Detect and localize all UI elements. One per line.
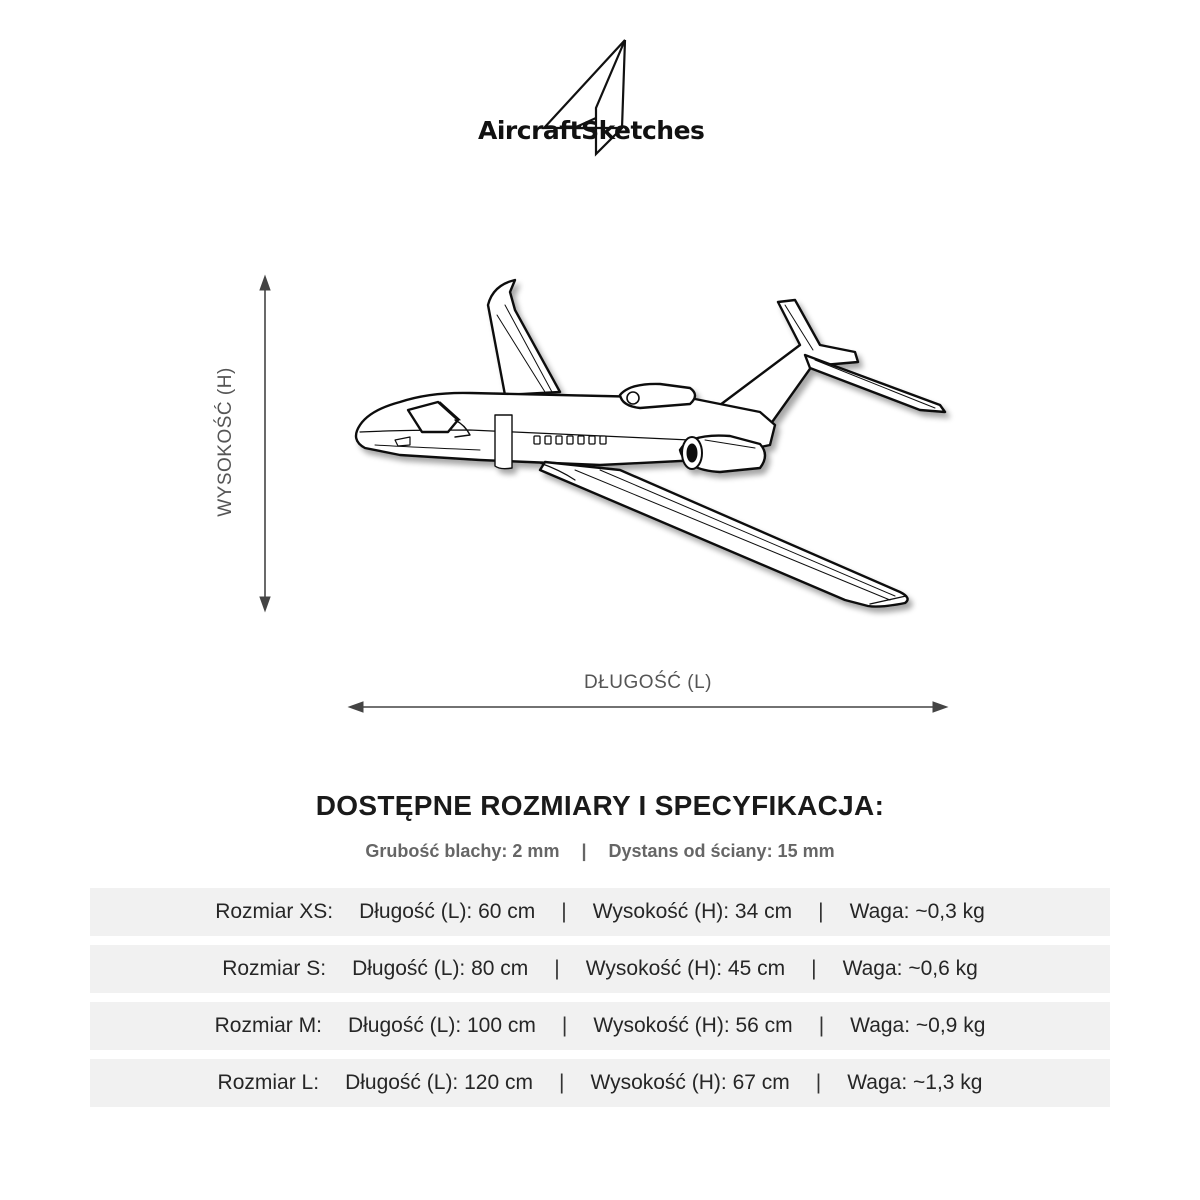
- size-name: Rozmiar L:: [217, 1071, 320, 1094]
- separator: |: [561, 1014, 568, 1037]
- size-table: [90, 888, 1110, 1116]
- separator: |: [811, 957, 817, 980]
- size-row-s: [90, 945, 1110, 993]
- size-height: Wysokość (H): 34 cm: [592, 900, 793, 923]
- size-name: Rozmiar XS:: [215, 900, 334, 923]
- separator: |: [581, 841, 587, 861]
- height-label: WYSOKOŚĆ (H): [215, 367, 236, 517]
- length-dimension-arrow: [349, 702, 947, 712]
- size-name: Rozmiar S:: [222, 957, 327, 980]
- brand-name: AircraftSketches: [478, 116, 705, 145]
- size-length: Długość (L): 120 cm: [345, 1071, 533, 1094]
- separator: |: [815, 1071, 822, 1094]
- size-weight: Waga: ~1,3 kg: [847, 1071, 983, 1094]
- size-height: Wysokość (H): 56 cm: [593, 1014, 793, 1037]
- wall-distance: Dystans od ściany: 15 mm: [608, 841, 835, 861]
- sheet-thickness: Grubość blachy: 2 mm: [365, 841, 560, 861]
- size-length: Długość (L): 60 cm: [359, 900, 536, 923]
- size-weight: Waga: ~0,3 kg: [849, 900, 985, 923]
- separator: |: [558, 1071, 565, 1094]
- size-row-m: [90, 1002, 1110, 1050]
- height-dimension-arrow: [260, 276, 270, 611]
- specs-subtitle: [0, 841, 1200, 862]
- size-row-xs: [90, 888, 1110, 936]
- size-weight: Waga: ~0,9 kg: [850, 1014, 986, 1037]
- business-jet-outline-icon: [356, 280, 945, 607]
- size-height: Wysokość (H): 67 cm: [590, 1071, 790, 1094]
- size-row-l: [90, 1059, 1110, 1107]
- separator: |: [561, 900, 567, 923]
- size-height: Wysokość (H): 45 cm: [585, 957, 786, 980]
- size-length: Długość (L): 80 cm: [352, 957, 529, 980]
- size-weight: Waga: ~0,6 kg: [842, 957, 978, 980]
- length-label: DŁUGOŚĆ (L): [584, 672, 712, 693]
- size-name: Rozmiar M:: [214, 1014, 322, 1037]
- separator: |: [818, 1014, 825, 1037]
- specs-title: DOSTĘPNE ROZMIARY I SPECYFIKACJA:: [315, 790, 885, 821]
- separator: |: [554, 957, 560, 980]
- size-length: Długość (L): 100 cm: [347, 1014, 536, 1037]
- separator: |: [818, 900, 824, 923]
